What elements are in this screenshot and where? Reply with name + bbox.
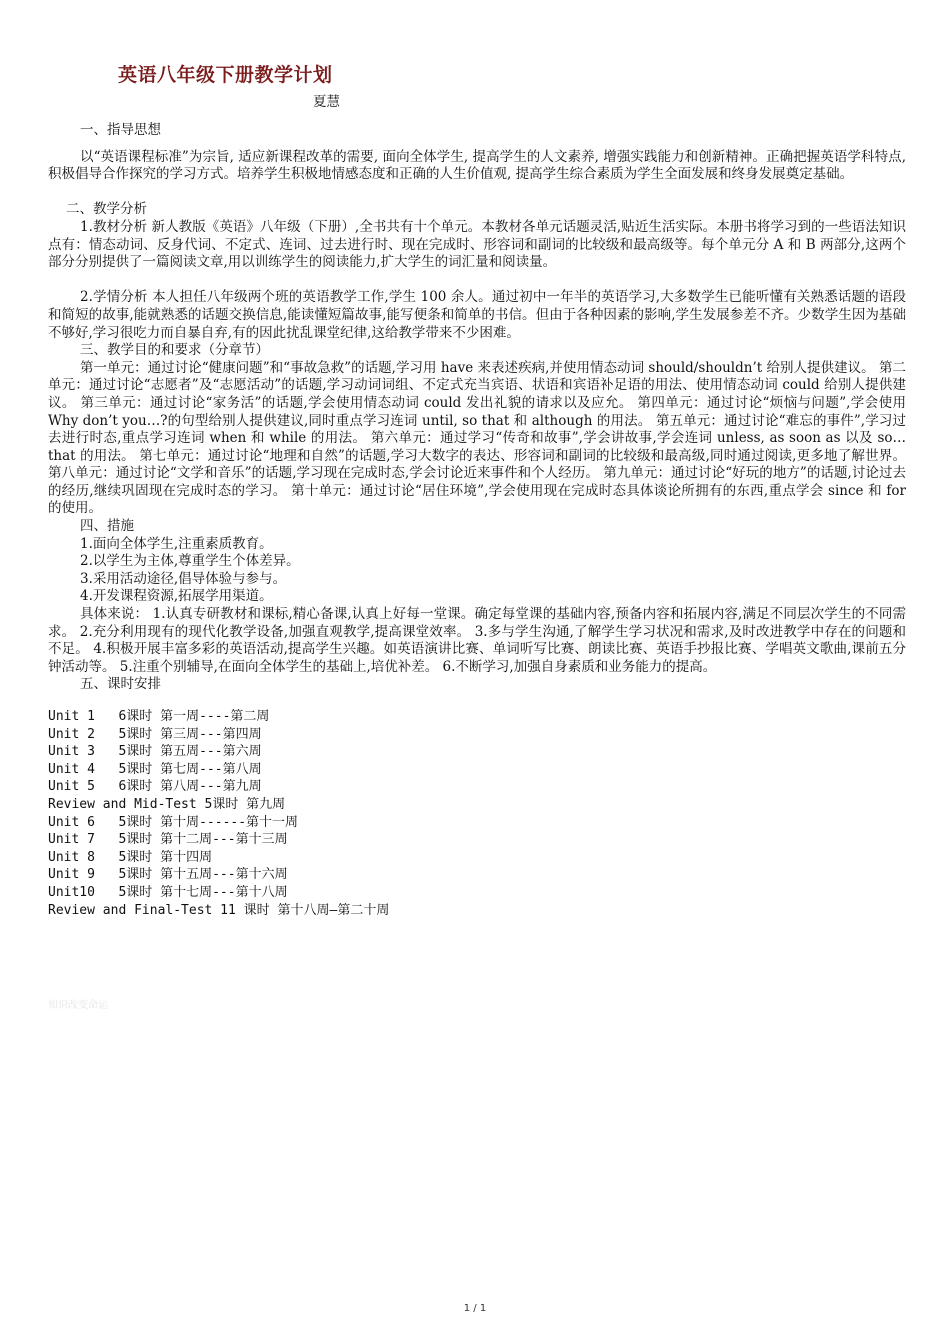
measure-item: 3.采用活动途径,倡导体验与参与。 (80, 570, 287, 587)
schedule-row: Unit10 5课时 第十七周---第十八周 (48, 884, 288, 900)
section-3-body: 第一单元：通过讨论“健康问题”和“事故急救”的话题,学习用 have 来表述疾病,并使用情态动词 should/shouldn’t 给别人提供建议。 第二单元：通过讨论“志愿者”及“志愿活动”的话题,学习动词词组、不定式充当宾语、状语和宾语补足语的用法、使用情态动词 could 给别人提供建议。 第三单元：通过讨论“家务活”的话题,学会使用情态动词 could 发出礼貌的请求以及应允。 第四单元：通过讨论“烦恼与问题”,学会使用 Why don’t you…?的句型给别人提供建议,同时重点学习连词 until, so that 和 although 的用法。 第五单元：通过讨论“难忘的事件”,学习过去进行时态,重点学习连词 when 和 while 的用法。 第六单元：通过学习“传奇和故事”,学会讲故事,学会连词 unless, as soon as 以及 so…that 的用法。 第七单元：通过讨论“地理和自然”的话题,学习大数字的表达、形容词和副词的比较级和最高级,同时通过阅读,更多地了解世界。 第八单元：通过讨论“文学和音乐”的话题,学习现在完成时态,学会讨论近来事件和个人经历。 第九单元：通过讨论“好玩的地方”的话题,讨论过去的经历,继续巩固现在完成时态的学习。 第十单元：通过讨论“居住环境”,学会使用现在完成时态具体谈论所拥有的东西,重点学会 since 和 for 的使用。 (48, 359, 906, 517)
section-4-body: 具体来说： 1.认真专研教材和课标,精心备课,认真上好每一堂课。确定每堂课的基础内容,预备内容和拓展内容,满足不同层次学生的不同需求。 2.充分利用现有的现代化教学设备,加强直观教学,提高课堂效率。 3.多与学生沟通,了解学生学习状况和需求,及时改进教学中存在的问题和不足。 4.积极开展丰富多彩的英语活动,提高学生兴趣。如英语演讲比赛、单词听写比赛、朗读比赛、英语手抄报比赛、学唱英文歌曲,课前五分钟活动等。 5.注重个别辅导,在面向全体学生的基础上,培优补差。 6.不断学习,加强自身素质和业务能力的提高。 (48, 606, 906, 675)
document-body (48, 122, 906, 919)
watermark-text: 知识改变命运 (48, 1000, 108, 1011)
schedule-row: Unit 8 5课时 第十四周 (48, 849, 213, 865)
section-4-heading: 四、措施 (80, 518, 134, 535)
section-2-heading: 二、教学分析 (66, 201, 147, 218)
section-2-paragraph-1: 1.教材分析 新人教版《英语》八年级（下册）,全书共有十个单元。本教材各单元话题灵活,贴近生活实际。本册书将学习到的一些语法知识点有：情态动词、反身代词、不定式、连词、过去进行时、现在完成时、形容词和副词的比较级和最高级等。每个单元分 A 和 B 两部分,这两个部分分别提供了一篇阅读文章,用以训练学生的阅读能力,扩大学生的词汇量和阅读量。 (48, 218, 906, 271)
measure-item: 2.以学生为主体,尊重学生个体差异。 (80, 553, 300, 570)
section-3-heading: 三、教学目的和要求（分章节） (80, 342, 269, 359)
document-title: 英语八年级下册教学计划 (118, 64, 333, 86)
section-5-heading: 五、课时安排 (80, 676, 161, 693)
measure-item: 4.开发课程资源,拓展学用渠道。 (80, 588, 273, 605)
section-1-body: 以“英语课程标准”为宗旨, 适应新课程改革的需要, 面向全体学生, 提高学生的人文素养, 增强实践能力和创新精神。正确把握英语学科特点, 积极倡导合作探究的学习方式。培养学生积极地情感态度和正确的人生价值观, 提高学生综合素质为学生全面发展和终身发展奠定基础。 (48, 148, 906, 183)
measure-item: 1.面向全体学生,注重素质教育。 (80, 535, 273, 552)
section-1-heading: 一、指导思想 (80, 122, 161, 138)
section-2-paragraph-2: 2.学情分析 本人担任八年级两个班的英语教学工作,学生 100 余人。通过初中一年半的英语学习,大多数学生已能听懂有关熟悉话题的语段和简短的故事,能就熟悉的话题交换信息,能读懂短篇故事,能写便条和简单的书信。但由于各种因素的影响,学生发展参差不齐。少数学生因为基础不够好,学习很吃力而自暴自弃,有的因此扰乱课堂纪律,这给教学带来不少困难。 (48, 289, 906, 341)
page-indicator: 1 / 1 (463, 1303, 487, 1314)
schedule-row: Unit 2 5课时 第三周---第四周 (48, 726, 262, 742)
schedule-row: Unit 4 5课时 第七周---第八周 (48, 761, 262, 777)
schedule-row: Unit 5 6课时 第八周---第九周 (48, 779, 262, 795)
schedule-row: Review and Final-Test 11 课时 第十八周—第二十周 (48, 902, 390, 918)
schedule-row: Unit 3 5课时 第五周---第六周 (48, 744, 262, 760)
schedule-row: Unit 9 5课时 第十五周---第十六周 (48, 867, 288, 883)
schedule-list (48, 708, 906, 919)
author-name: 夏慧 (313, 94, 340, 110)
schedule-row: Unit 6 5课时 第十周------第十一周 (48, 814, 299, 830)
schedule-row: Unit 1 6课时 第一周----第二周 (48, 709, 270, 724)
schedule-row: Review and Mid-Test 5课时 第九周 (48, 796, 286, 812)
schedule-row: Unit 7 5课时 第十二周---第十三周 (48, 832, 288, 848)
